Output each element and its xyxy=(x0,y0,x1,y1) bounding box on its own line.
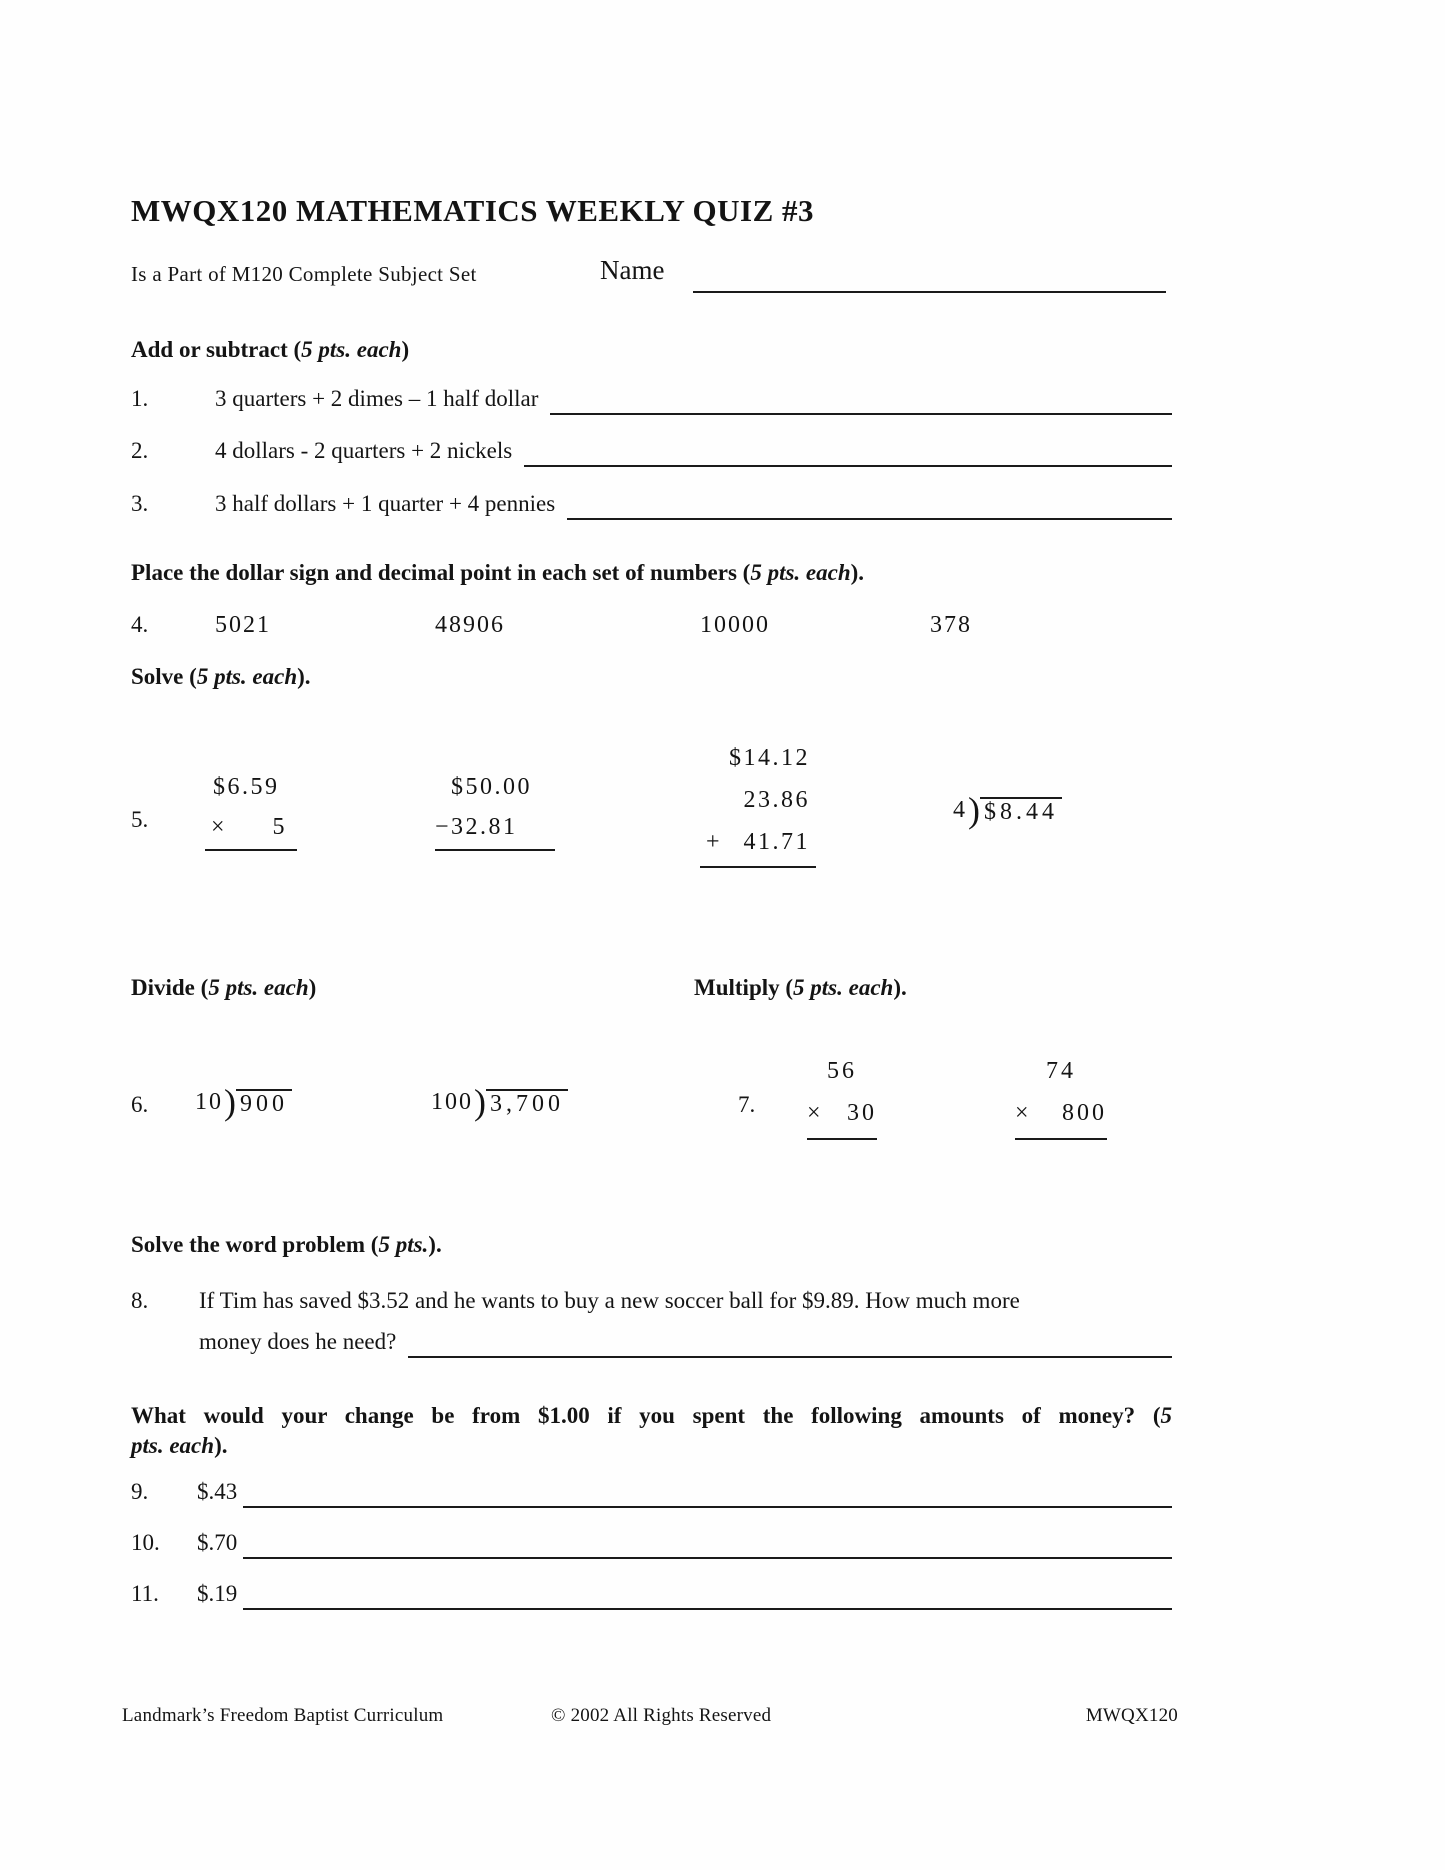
heading-end: ). xyxy=(893,975,907,1000)
q6-division-problem-2 xyxy=(431,1082,568,1125)
multiply-sign: × xyxy=(1015,1100,1032,1126)
footer-copyright: © 2002 All Rights Reserved xyxy=(551,1705,772,1726)
question-row-5 xyxy=(131,735,1172,880)
question-row-3 xyxy=(131,491,1172,517)
minuend: $50.00 xyxy=(451,774,532,800)
q6-division-problem-1 xyxy=(195,1082,292,1125)
division-bracket: ) xyxy=(474,1082,486,1122)
answer-blank-q3[interactable] xyxy=(567,518,1172,520)
heading-text: What would your change be from $1.00 if you spent the following amounts of money? ( xyxy=(131,1403,1161,1428)
question-number: 5. xyxy=(131,807,149,832)
answer-blank-q8[interactable] xyxy=(408,1356,1172,1358)
section-heading-multiply xyxy=(694,975,907,1001)
q5-multiplication-problem xyxy=(205,767,297,851)
section-heading-word-problem xyxy=(131,1232,442,1258)
question-number: 3. xyxy=(131,491,149,516)
answer-blank-q10[interactable] xyxy=(243,1557,1172,1559)
dividend: 3,700 xyxy=(486,1089,568,1118)
heading-points: 5 pts. each xyxy=(196,664,298,689)
heading-points: 5 pts. each xyxy=(301,337,402,362)
addend-1: $14.12 xyxy=(729,745,810,771)
q7-multiplication-problem-1 xyxy=(807,1050,877,1140)
subject-line: Is a Part of M120 Complete Subject Set xyxy=(131,262,477,286)
q7-multiplication-problem-2 xyxy=(1015,1050,1107,1140)
q4-value-1[interactable]: 5021 xyxy=(215,612,271,638)
question-number: 2. xyxy=(131,438,149,463)
heading-text: Add or subtract ( xyxy=(131,337,302,362)
q4-value-4[interactable]: 378 xyxy=(930,612,972,638)
footer-publisher: Landmark’s Freedom Baptist Curriculum xyxy=(122,1705,444,1726)
heading-points: 5 pts. each xyxy=(208,975,309,1000)
section-heading-change xyxy=(131,1401,1172,1461)
question-number: 6. xyxy=(131,1092,149,1117)
question-number: 10. xyxy=(131,1530,160,1555)
heading-end: ) xyxy=(401,337,410,362)
answer-line[interactable] xyxy=(435,849,555,851)
addend-3: 41.71 xyxy=(743,829,810,855)
heading-points: 5 pts. each xyxy=(750,560,851,585)
section-heading-place-dollar xyxy=(131,560,864,586)
addend-2: 23.86 xyxy=(743,787,810,813)
heading-points-end: pts. each xyxy=(131,1433,215,1458)
answer-blank-q2[interactable] xyxy=(524,465,1172,467)
amount-text: $.43 xyxy=(197,1479,238,1504)
question-row-8 xyxy=(131,1288,1172,1355)
page-title: MWQX120 MATHEMATICS WEEKLY QUIZ #3 xyxy=(131,193,815,228)
divide-multiply-headings xyxy=(131,975,1172,1005)
heading-text: Multiply ( xyxy=(694,975,794,1000)
answer-blank-q9[interactable] xyxy=(243,1506,1172,1508)
heading-text: Solve the word problem ( xyxy=(131,1232,379,1257)
multiply-sign: × xyxy=(211,814,228,840)
answer-line[interactable] xyxy=(807,1138,877,1140)
question-rows-6-7 xyxy=(131,1050,1172,1142)
page-footer xyxy=(122,1705,1178,1731)
heading-end: ). xyxy=(297,664,311,689)
q5-subtraction-problem xyxy=(435,767,555,851)
subtrahend: −32.81 xyxy=(435,814,518,840)
q5-division-problem xyxy=(953,790,1062,833)
heading-end: ) xyxy=(308,975,317,1000)
division-bracket: ) xyxy=(968,790,980,830)
question-number: 8. xyxy=(131,1288,149,1313)
amount-text: $.70 xyxy=(197,1530,238,1555)
multiplicand: 56 xyxy=(827,1058,857,1084)
answer-blank-q11[interactable] xyxy=(243,1608,1172,1610)
question-row-9 xyxy=(131,1479,1172,1505)
section-heading-solve xyxy=(131,664,311,690)
heading-line-2 xyxy=(131,1431,1172,1461)
multiply-sign: × xyxy=(807,1100,824,1126)
question-text: 3 half dollars + 1 quarter + 4 pennies xyxy=(215,491,556,516)
answer-line[interactable] xyxy=(205,849,297,851)
heading-points-start: 5 xyxy=(1160,1403,1172,1428)
multiplier: 30 xyxy=(847,1100,877,1126)
heading-end: ). xyxy=(428,1232,442,1257)
question-text: 4 dollars - 2 quarters + 2 nickels xyxy=(215,438,513,463)
addend-3-row xyxy=(700,821,816,863)
question-row-11 xyxy=(131,1581,1172,1607)
question-row-10 xyxy=(131,1530,1172,1556)
q4-value-3[interactable]: 10000 xyxy=(700,612,770,638)
question-text-line2: money does he need? xyxy=(199,1329,397,1354)
heading-end: ). xyxy=(850,560,865,585)
question-number: 9. xyxy=(131,1479,149,1504)
divisor: 10 xyxy=(195,1089,223,1115)
answer-line[interactable] xyxy=(1015,1138,1107,1140)
multiplicand: 74 xyxy=(1046,1058,1076,1084)
multiplier-row xyxy=(1015,1092,1107,1134)
multiplier-row xyxy=(807,1092,877,1134)
heading-text: Divide ( xyxy=(131,975,209,1000)
heading-points: 5 pts. xyxy=(378,1232,429,1257)
question-row-4 xyxy=(131,612,1172,646)
heading-end: ). xyxy=(214,1433,228,1458)
question-number: 11. xyxy=(131,1581,159,1606)
name-blank-line[interactable] xyxy=(693,260,1166,293)
name-label: Name xyxy=(600,255,665,285)
question-number: 7. xyxy=(738,1092,756,1117)
multiplier-row xyxy=(205,807,297,847)
heading-text: Solve ( xyxy=(131,664,197,689)
multiplier: 800 xyxy=(1062,1100,1107,1126)
q4-value-2[interactable]: 48906 xyxy=(435,612,505,638)
question-row-2 xyxy=(131,438,1172,464)
section-heading-add-subtract xyxy=(131,337,409,363)
plus-sign: + xyxy=(706,829,723,855)
question-number: 1. xyxy=(131,386,149,411)
q5-addition-problem xyxy=(700,737,816,868)
footer-code: MWQX120 xyxy=(1085,1705,1178,1726)
dividend: 900 xyxy=(236,1089,292,1118)
heading-text: Place the dollar sign and decimal point in each set of numbers ( xyxy=(131,560,751,585)
divisor: 4 xyxy=(953,797,967,823)
multiplier: 5 xyxy=(272,814,287,840)
heading-line-1 xyxy=(131,1401,1172,1431)
question-row-1 xyxy=(131,386,1172,412)
question-text: 3 quarters + 2 dimes – 1 half dollar xyxy=(215,386,539,411)
question-number: 4. xyxy=(131,612,149,637)
answer-line[interactable] xyxy=(700,866,816,868)
multiplicand: $6.59 xyxy=(213,774,280,800)
divisor: 100 xyxy=(431,1089,473,1115)
question-text-line1: If Tim has saved $3.52 and he wants to buy a new soccer ball for $9.89. How much more xyxy=(199,1288,1020,1313)
answer-blank-q1[interactable] xyxy=(550,413,1172,415)
division-bracket: ) xyxy=(224,1082,236,1122)
dividend: $8.44 xyxy=(980,797,1062,826)
amount-text: $.19 xyxy=(197,1581,238,1606)
section-heading-divide xyxy=(131,975,316,1001)
heading-points: 5 pts. each xyxy=(793,975,894,1000)
